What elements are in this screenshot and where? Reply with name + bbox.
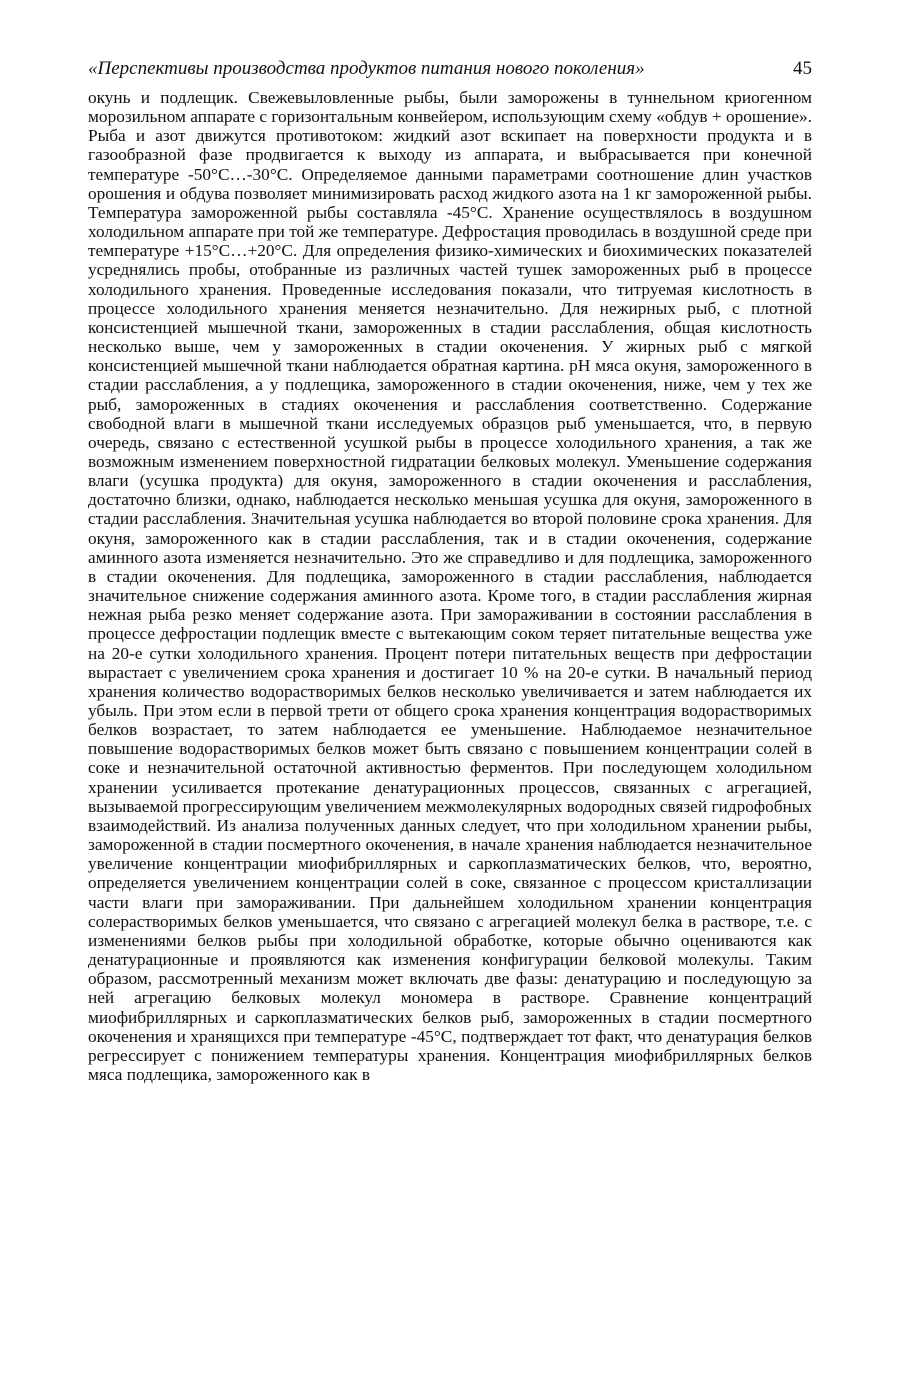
page-number: 45 (793, 58, 812, 79)
header-title: «Перспективы производства продуктов питания нового поколения» (88, 58, 645, 79)
running-header (88, 56, 812, 82)
body-paragraph: окунь и подлещик. Свежевыловленные рыбы, были заморожены в туннельном криогенном морозильном аппарате с горизонтальным конвейером, использующим схему «обдув + орошение». Рыба и азот движутся противотоком: жидкий азот вскипает на поверхности продукта и в газообразной фазе продвигается к выходу из аппарата, и выбрасывается при конечной температуре -50°С…-30°С. Определяемое данными параметрами соотношение длин участков орошения и обдува позволяет минимизировать расход жидкого азота на 1 кг замороженной рыбы. Температура замороженной рыбы составляла -45°С. Хранение осуществлялось в воздушном холодильном аппарате при той же температуре. Дефростация проводилась в воздушной среде при температуре +15°С…+20°С. Для определения физико-химических и биохимических показателей усреднялись пробы, отобранные из различных частей тушек замороженных рыб в процессе холодильного хранения. Проведенные исследования показали, что титруемая кислотность в процессе холодильного хранения меняется незначительно. Для нежирных рыб, с плотной консистенцией мышечной ткани, замороженных в стадии расслабления, общая кислотность несколько выше, чем у замороженных в стадии окоченения. У жирных рыб с мягкой консистенцией мышечной ткани наблюдается обратная картина. pH мяса окуня, замороженного в стадии расслабления, а у подлещика, замороженного в стадии окоченения, ниже, чем у тех же рыб, замороженных в стадиях окоченения и расслабления соответственно. Содержание свободной влаги в мышечной ткани исследуемых образцов рыб уменьшается, что, в первую очередь, связано с естественной усушкой рыбы в процессе холодильного хранения, а так же возможным изменением поверхностной гидратации белковых молекул. Уменьшение содержания влаги (усушка продукта) для окуня, замороженного в стадии окоченения и расслабления, достаточно близки, однако, наблюдается несколько меньшая усушка для окуня, замороженного в стадии расслабления. Значительная усушка наблюдается во второй половине срока хранения. Для окуня, замороженного как в стадии расслабления, так и в стадии окоченения, содержание аминного азота изменяется незначительно. Это же справедливо и для подлещика, замороженного в стадии окоченения. Для подлещика, замороженного в стадии расслабления, наблюдается значительное снижение содержания аминного азота. Кроме того, в стадии расслабления жирная нежная рыба резко меняет содержание азота. При замораживании в состоянии расслабления в процессе дефростации подлещик вместе с вытекающим соком теряет питательные вещества уже на 20-е сутки холодильного хранения. Процент потери питательных веществ при дефростации вырастает с увеличением срока хранения и достигает 10 % на 20-е сутки. В начальный период хранения количество водорастворимых белков несколько увеличивается и затем наблюдается их убыль. При этом если в первой трети от общего срока хранения концентрация водорастворимых белков возрастает, то затем наблюдается ее уменьшение. Наблюдаемое незначительное повышение водорастворимых белков может быть связано с повышением концентрации солей в соке и незначительной остаточной активностью ферментов. При последующем холодильном хранении усиливается протекание денатурационных процессов, связанных с агрегацией, вызываемой прогрессирующим увеличением межмолекулярных водородных связей гидрофобных взаимодействий. Из анализа полученных данных следует, что при холодильном хранении рыбы, замороженной в стадии посмертного окоченения, в начале хранения наблюдается незначительное увеличение концентрации миофибриллярных и саркоплазматических белков, что, вероятно, определяется увеличением концентрации солей в соке, связанное с процессом кристаллизации части влаги при замораживании. При дальнейшем холодильном хранении концентрация солерастворимых белков уменьшается, что связано с агрегацией молекул белка в растворе, т.е. с изменениями белков рыбы при холодильной обработке, которые обычно оцениваются как денатурационные и проявляются как изменения конфигурации белковой молекулы. Таким образом, рассмотренный механизм может включать две фазы: денатурацию и последующую за ней агрегацию белковых молекул мономера в растворе. Сравнение концентраций миофибриллярных и саркоплазматических белков рыб, замороженных в стадии посмертного окоченения и хранящихся при температуре -45°С, подтверждает тот факт, что денатурация белков регрессирует с понижением температуры хранения. Концентрация миофибриллярных белков мяса подлещика, замороженного как в (88, 88, 812, 1084)
